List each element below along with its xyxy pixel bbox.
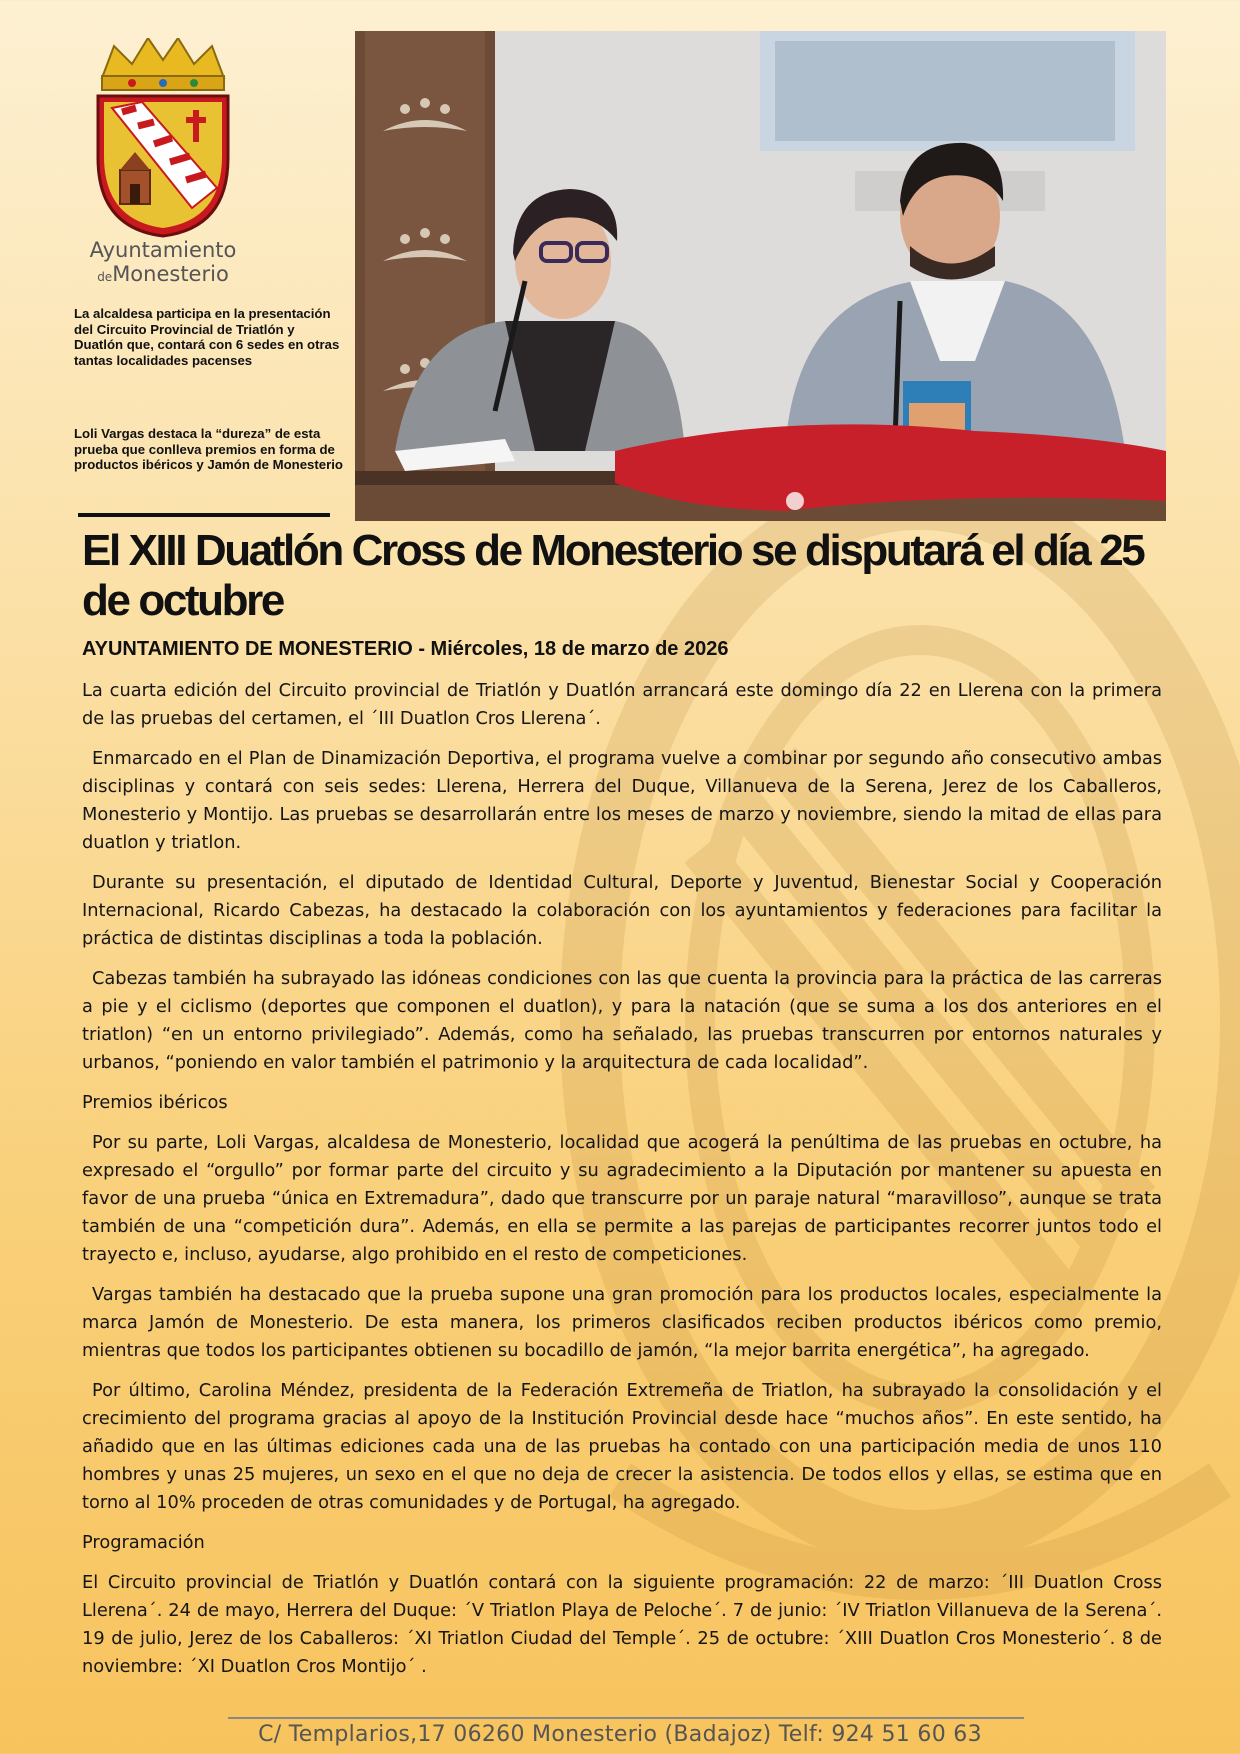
brand-town: Monesterio bbox=[112, 262, 229, 286]
subheading-1: La alcaldesa participa en la presentación del Circuito Provincial de Triatlón y Duatlón que, contará con 6 sedes en otras tantas localidades pacenses bbox=[74, 306, 340, 368]
section-heading-premios: Premios ibéricos bbox=[82, 1092, 228, 1113]
paragraph-7: Por último, Carolina Méndez, presidenta de la Federación Extremeña de Triatlon, ha subrayado la consolidación y el crecimiento del programa gracias al apoyo de la Institución Provincial desde hace “muchos años”. En este sentido, ha añadido que en las últimas ediciones cada una de las pruebas ha contado con una participación media de unos 110 hombres y unas 25 mujeres, un sexo en el que no deja de crecer la asistencia. De todos ellos y ellas, se estima que en torno al 10% proceden de otras comunidades y de Portugal, ha agregado. bbox=[82, 1380, 1162, 1513]
divider-rule bbox=[78, 513, 330, 517]
press-conference-photo bbox=[355, 31, 1166, 521]
paragraph-2: Enmarcado en el Plan de Dinamización Deportiva, el programa vuelve a combinar por segundo año consecutivo ambas disciplinas y contará con seis sedes: Llerena, Herrera del Duque, Villanueva de la Serena, Jerez de los Caballeros, Monesterio y Montijo. Las pruebas se desarrollarán entre los meses de marzo y noviembre, siendo la mitad de ellas para duatlon y triatlon. bbox=[82, 748, 1162, 853]
municipality-name bbox=[70, 238, 256, 289]
photo-illustration bbox=[355, 31, 1166, 521]
paragraph-3: Durante su presentación, el diputado de Identidad Cultural, Deporte y Juventud, Bienestar Social y Cooperación Internacional, Ricardo Cabezas, ha destacado la colaboración con los ayuntamientos y federaciones para facilitar la práctica de distintas disciplinas a toda la población. bbox=[82, 872, 1162, 949]
brand-line-2 bbox=[70, 262, 256, 289]
paragraph-6: Vargas también ha destacado que la prueba supone una gran promoción para los productos locales, especialmente la marca Jamón de Monesterio. De esta manera, los primeros clasificados reciben productos ibéricos como premio, mientras que todos los participantes obtienen su bocadillo de jamón, “la mejor barrita energética”, ha agregado. bbox=[82, 1284, 1162, 1361]
crest-icon bbox=[92, 38, 234, 238]
paragraph-4: Cabezas también ha subrayado las idóneas condiciones con las que cuenta la provincia para la práctica de las carreras a pie y el ciclismo (deportes que componen el duatlon), y para la natación (que se suma a los dos anteriores en el triatlon) “en un entorno privilegiado”. Además, como ha señalado, las pruebas transcurren por entornos naturales y urbanos, “poniendo en valor también el patrimonio y la arquitectura de cada localidad”. bbox=[82, 968, 1162, 1073]
article-byline: AYUNTAMIENTO DE MONESTERIO - Miércoles, 18 de marzo de 2026 bbox=[82, 638, 729, 660]
section-heading-programacion: Programación bbox=[82, 1532, 205, 1553]
article-body bbox=[82, 677, 1162, 1693]
municipal-crest bbox=[92, 38, 234, 238]
article-title: El XIII Duatlón Cross de Monesterio se disputará el día 25 de octubre bbox=[82, 526, 1144, 625]
subheading-2: Loli Vargas destaca la “dureza” de esta prueba que conlleva premios en forma de productos ibéricos y Jamón de Monesterio bbox=[74, 426, 343, 472]
paragraph-8: El Circuito provincial de Triatlón y Duatlón contará con la siguiente programación: 22 de marzo: ´III Duatlon Cross Llerena´. 24 de mayo, Herrera del Duque: ´V Triatlon Playa de Peloche´. 7 de junio: ´IV Triatlon Villanueva de la Serena´. 19 de julio, Jerez de los Caballeros: ´XI Triatlon Ciudad del Temple´. 25 de octubre: ´XIII Duatlon Cros Monesterio´. 8 de noviembre: ´XI Duatlon Cros Montijo´ . bbox=[82, 1572, 1162, 1677]
footer-address: C/ Templarios,17 06260 Monesterio (Badajoz) Telf: 924 51 60 63 bbox=[258, 1722, 982, 1747]
paragraph-5: Por su parte, Loli Vargas, alcaldesa de Monesterio, localidad que acogerá la penúltima de las pruebas en octubre, ha expresado el “orgullo” por formar parte del circuito y su agradecimiento a la Diputación por mantener su apuesta en favor de una prueba “única en Extremadura”, dado que transcurre por un paraje natural “maravilloso”, aunque se trata también de una “competición dura”. Además, en ella se permite a las parejas de participantes recorrer juntos todo el trayecto e, incluso, ayudarse, algo prohibido en el resto de competiciones. bbox=[82, 1132, 1162, 1265]
footer-rule bbox=[228, 1717, 1024, 1719]
brand-de: de bbox=[97, 270, 113, 284]
paragraph-1: La cuarta edición del Circuito provincial de Triatlón y Duatlón arrancará este domingo día 22 en Llerena con la primera de las pruebas del certamen, el ´III Duatlon Cros Llerena´. bbox=[82, 680, 1162, 729]
brand-line-1: Ayuntamiento bbox=[89, 238, 237, 262]
